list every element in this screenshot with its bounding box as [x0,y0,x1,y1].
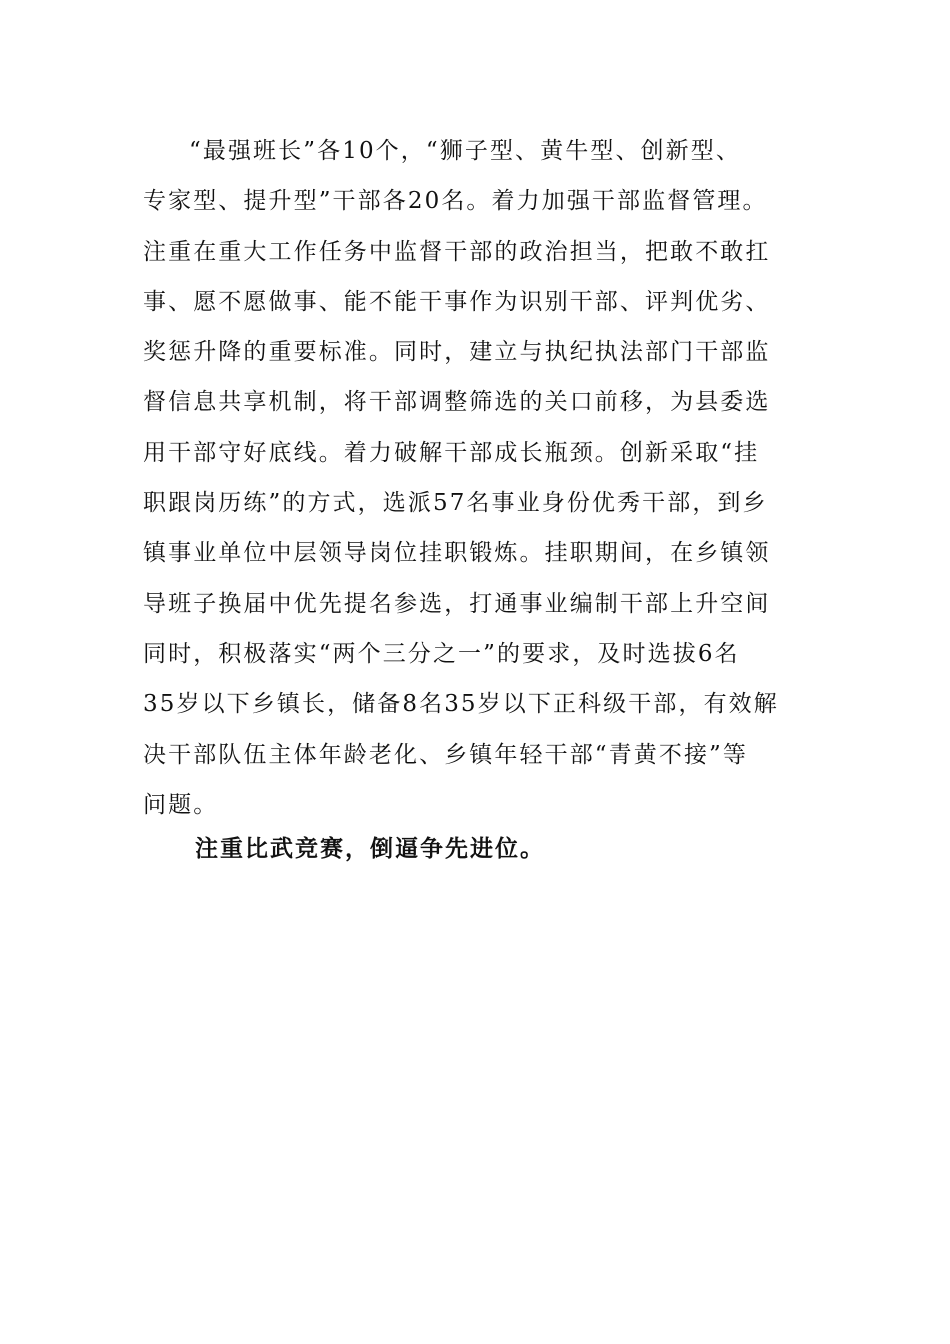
paragraph-line: 导班子换届中优先提名参选，打通事业编制干部上升空间 [143,590,771,617]
paragraph-line: 35岁以下乡镇长，储备8名35岁以下正科级干部，有效解 [143,691,779,718]
paragraph-line: 决干部队伍主体年龄老化、乡镇年轻干部“青黄不接”等 [143,741,749,768]
paragraph-line: 职跟岗历练”的方式，选派57名事业身份优秀干部，到乡 [143,490,768,517]
body-paragraph [143,126,813,830]
paragraph-line: 问题。 [143,791,219,818]
paragraph-line: 镇事业单位中层领导岗位挂职锻炼。挂职期间，在乡镇领 [143,540,771,567]
paragraph-line: 专家型、提升型”干部各20名。着力加强干部监督管理。 [143,188,768,215]
paragraph-line: 同时，积极落实“两个三分之一”的要求，及时选拔6名 [143,640,740,667]
paragraph-line: 奖惩升降的重要标准。同时，建立与执纪执法部门干部监 [143,339,771,366]
paragraph-line: 用干部守好底线。着力破解干部成长瓶颈。创新采取“挂 [143,439,760,466]
paragraph-line: 督信息共享机制，将干部调整筛选的关口前移，为县委选 [143,389,771,416]
section-heading: 注重比武竞赛，倒逼争先进位。 [195,835,545,862]
paragraph-line: 事、愿不愿做事、能不能干事作为识别干部、评判优劣、 [143,288,771,315]
paragraph-line: “最强班长”各10个，“狮子型、黄牛型、创新型、 [189,138,741,164]
paragraph-line: 注重在重大工作任务中监督干部的政治担当，把敢不敢扛 [143,238,771,265]
